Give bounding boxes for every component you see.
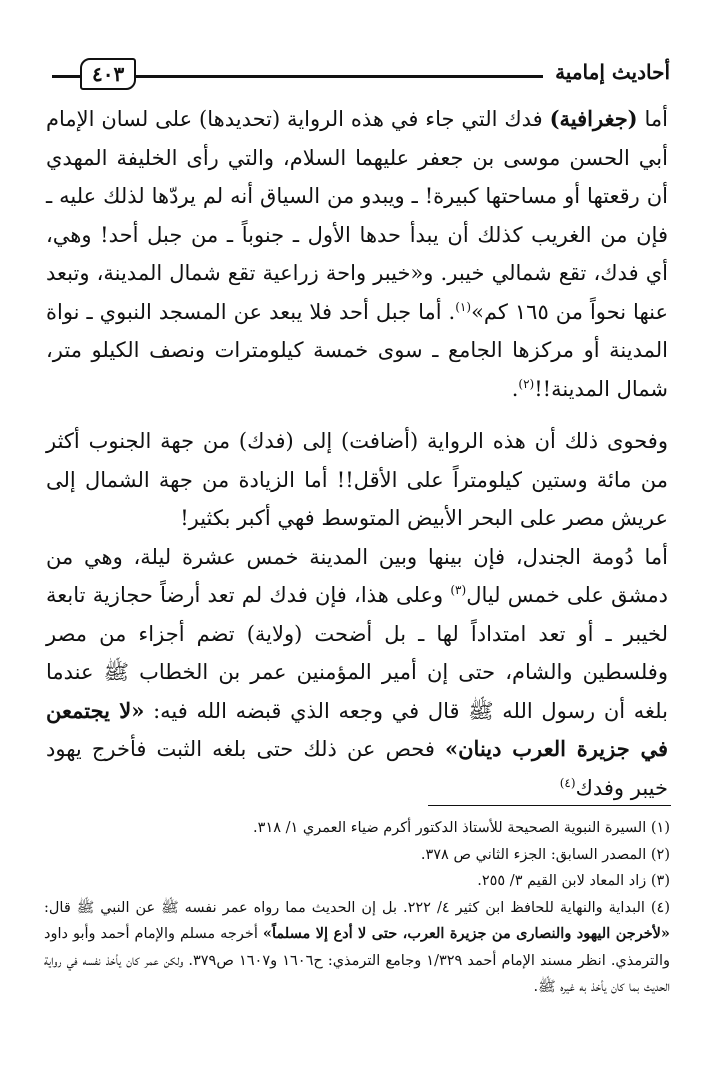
p3-text: أما دُومة الجندل، فإن بينها وبين المدينة خمس عشرة ليلة، وهي من دمشق على خمس ليال xyxy=(46,544,668,607)
fn4-text: (٤) البداية والنهاية للحافظ ابن كثير ٤/ ٢٢٢. بل إن الحديث مما رواه عمر نفسه ﷺ عن النبي ﷺ قال: xyxy=(44,899,670,916)
p3-bold-quote: «لا يجتمعن في جزيرة العرب دينان» xyxy=(46,697,668,761)
fn4-bold-quote: «لأخرجن اليهود والنصارى من جزيرة العرب، حتى لا أدع إلا مسلماً» xyxy=(262,925,670,942)
page-number: ٤٠٣ xyxy=(80,58,136,90)
p1-text: فدك التي جاء في هذه الرواية (تحديدها) على لسان الإمام أبي الحسن موسى بن جعفر عليهما السلام، والتي رأى الخليفة المهدي أن رقعتها أو مساحتها كبيرة! ـ ويبدو من السياق أنه لم يردّها لذلك عليه ـ فإن من الغريب كذلك أن يبدأ حدها الأول ـ جنوباً ـ من جبل أحد! وهي، أي فدك، تقع شمالي خيبر. و«خيبر واحة زراعية تقع شمال المدينة، وتبعد عنها نحواً من ١٦٥ كم» xyxy=(46,107,669,324)
footnote-separator xyxy=(428,805,671,806)
footnote-ref-1: (١) xyxy=(455,299,472,314)
running-title: أحاديث إمامية xyxy=(543,60,670,84)
footnote-ref-4: (٤) xyxy=(559,775,576,790)
footnote-3: (٣) زاد المعاد لابن القيم ٣/ ٢٥٥. xyxy=(477,873,670,889)
footnote-ref-2: (٢) xyxy=(518,376,535,391)
p1-text: . أما جبل أحد فلا يبعد عن المسجد النبوي ـ نواة المدينة أو مركزها الجامع ـ سوى خمسة كيلومترات ونصف الكيلو متر، شمال المدينة!! xyxy=(46,299,668,401)
paragraph-2: وفحوى ذلك أن هذه الرواية (أضافت) إلى (فدك) من جهة الجنوب أكثر من مائة وستين كيلومتراً على الأقل!! أما الزيادة من جهة الشمال إلى عريش مصر على البحر الأبيض المتوسط فهي أكبر بكثير! xyxy=(46,429,668,530)
page-header xyxy=(40,58,670,94)
fn4-text: أخرجه مسلم والإمام أحمد وأبو داود والترمذي. انظر مسند الإمام أحمد ١/٣٢٩ وجامع الترمذي: ح١٦٠٦ و١٦٠٧ ص٣٧٩. ولكن عمر كان يأخذ نفسه في رواية الحديث بما كان يأخذ به غيره ﷺ. xyxy=(44,926,670,995)
footnote-4 xyxy=(44,895,670,1001)
footnote-ref-3: (٣) xyxy=(450,583,467,597)
paragraph-1 xyxy=(46,100,668,408)
p1-bold-term: (جغرافية) xyxy=(549,106,638,131)
paragraph-3 xyxy=(46,538,668,808)
p3-text: فحص عن ذلك حتى بلغه الثبت فأخرج يهود خيبر وفدك xyxy=(46,737,668,800)
footnote-1: (١) السيرة النبوية الصحيحة للأستاذ الدكتور أكرم ضياء العمري ١/ ٣١٨. xyxy=(253,820,670,836)
p1-text: أما xyxy=(637,107,668,131)
p1-text: . xyxy=(511,376,519,401)
footnote-2: (٢) المصدر السابق: الجزء الثاني ص ٣٧٨. xyxy=(420,846,670,863)
p3-text: وعلى هذا، فإن فدك لم تعد أرضاً حجازية تابعة لخيبر ـ أو تعد امتداداً لها ـ بل أضحت (ولاية) تضم أجزاء من مصر وفلسطين والشام، حتى إن أمير المؤمنين عمر بن الخطاب ﷺ عندما بلغه أن رسول الله ﷺ قال في وجعه الذي قبضه الله فيه: xyxy=(46,583,668,723)
footnotes xyxy=(44,815,670,1001)
main-text xyxy=(46,100,668,807)
